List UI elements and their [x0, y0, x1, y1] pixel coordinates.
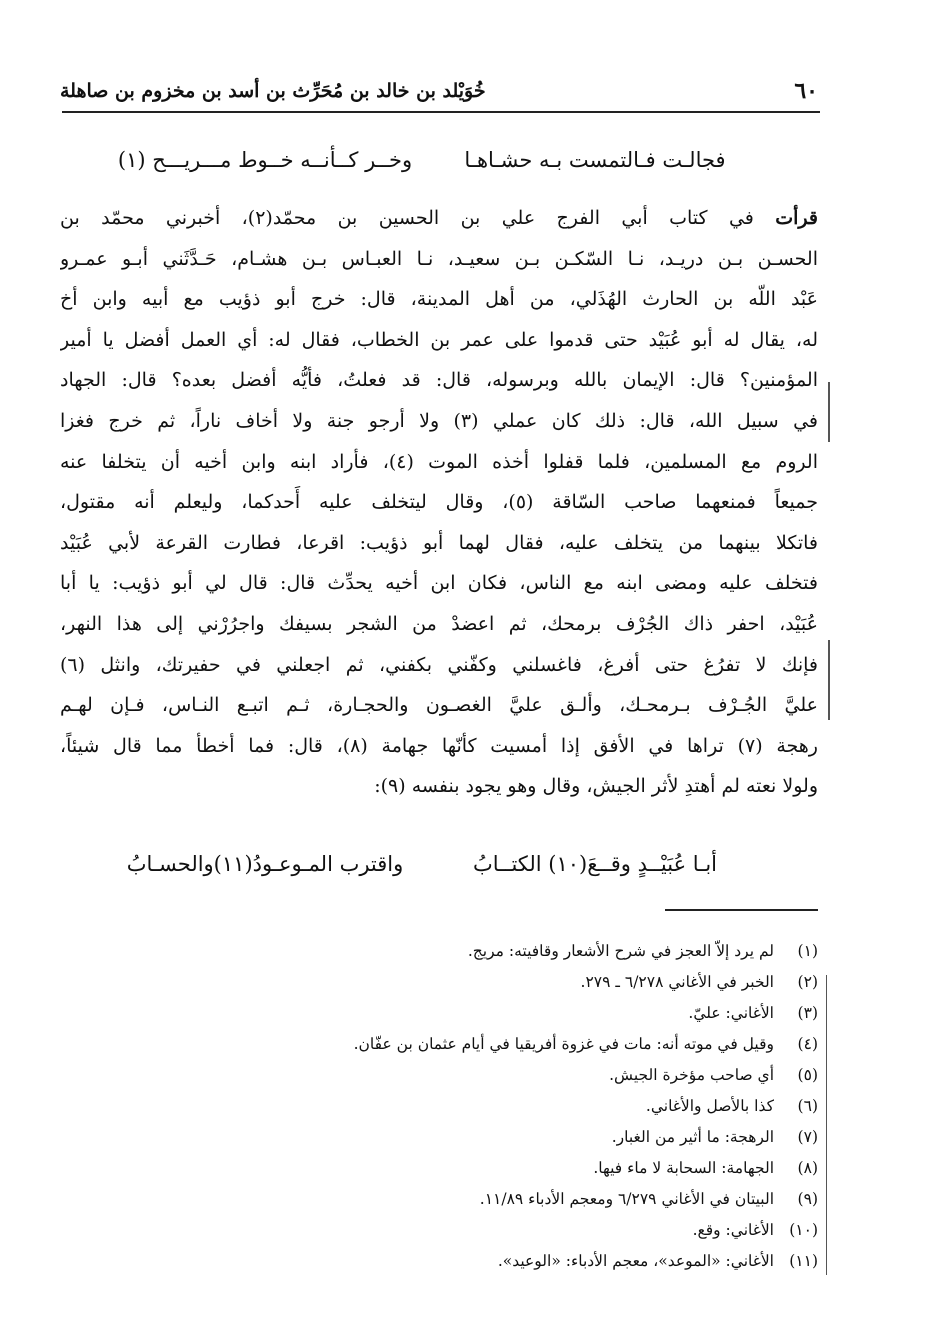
footnote [60, 1246, 818, 1277]
running-title: خُوَيْلد بن خالد بن مُحَرِّث بن أسد بن مخزوم بن صاهلة [60, 80, 486, 102]
text-line: فاتكلا بينهما من يتخلف عليه، فقال لهما أبو ذؤيب: اقرعا، فطارت القرعة لأبي عُبَيْد [60, 531, 818, 554]
footnote-text: الجهامة: السحابة لا ماء فيها. [593, 1159, 774, 1177]
footnote-number: (٩) [797, 1190, 818, 1208]
text-line: عليَّ الجُـرْف بـرمحـك، وألـق عليَّ الغصـون والحجـارة، ثـم اتبـع النـاس، فـإن لهـم [60, 694, 818, 717]
footnote-number: (٥) [797, 1066, 818, 1084]
footnote [60, 1091, 818, 1122]
footnote-text: الخبر في الأغاني ٦/٢٧٨ ـ ٢٧٩. [580, 973, 774, 991]
footnote-number: (١٠) [789, 1221, 818, 1239]
text-line: فإنك لا تفرُغ حتى أفرغ، فاغسلني وكفّني بكفني، ثم اجعلني في حفيرتك، وانثل (٦) [60, 653, 818, 676]
text-line: عُبَيْد، احفر ذاك الجُرْف برمحك، ثم اعضدْ من الشجر بسيفك واجرُرْني إلى هذا النهر، [60, 612, 818, 635]
header-rule [62, 111, 820, 113]
footnote-number: (٦) [797, 1097, 818, 1115]
footnote-text: الأغاني: عليّ. [688, 1004, 774, 1022]
footnote-number: (٨) [797, 1159, 818, 1177]
page-header [60, 74, 818, 108]
footnote-number: (٢) [797, 973, 818, 991]
footnote-number: (٧) [797, 1128, 818, 1146]
footnote [60, 998, 818, 1029]
footnote-text: الرهجة: ما أثير من الغبار. [611, 1128, 774, 1146]
verse-second-hemistich: وخــر كــأنــه خــوط مـــريـــح (١) [117, 148, 413, 172]
footnote-text: الأغاني: وقع. [692, 1221, 774, 1239]
footnote [60, 1060, 818, 1091]
footnote [60, 1184, 818, 1215]
scan-margin-mark [826, 975, 827, 1275]
text-line: جميعاً فمنعهما صاحب السّاقة (٥)، وقال ليتخلف عليه أَحدكما، وليعلم أنه مقتول، [60, 491, 818, 514]
closing-verse [100, 842, 760, 886]
text-line [60, 198, 818, 239]
footnote [60, 967, 818, 998]
footnote-text: وقيل في موته أنه: مات في غزوة أفريقيا في أيام عثمان بن عفّان. [353, 1035, 774, 1053]
footnote [60, 936, 818, 967]
text-line: له، يقال له أبو عُبَيْد حتى قدموا على عمر بن الخطاب، فقال له: أي العمل أفضل يا أمير [60, 328, 818, 351]
footnote-number: (١١) [789, 1252, 818, 1270]
text-line: الحسـن بـن دريـد، نـا السّكـن بـن سعيـد، نـا العبـاس بـن هشـام، حَـدَّثَني أبـو عمـرو [60, 247, 818, 270]
footnote-text: لم يرد إلاّ العجز في شرح الأشعار وقافيته: مريج. [467, 942, 774, 960]
verse-second-hemistich: واقترب المـوعـودُ(١١)والحسـابُ [126, 852, 404, 876]
footnote-number: (٣) [797, 1004, 818, 1022]
scan-margin-mark [828, 382, 830, 442]
opening-verse [100, 140, 760, 180]
text-line-content: في كتاب أبي الفرج علي بن الحسين بن محمّد(٢)، أخبرني محمّد بن [60, 207, 776, 229]
text-line: ولولا نعته لم أهتدِ لأثر الجيش، وقال وهو يجود بنفسه (٩): [374, 775, 818, 798]
footnote [60, 1029, 818, 1060]
body-paragraph [60, 198, 818, 807]
footnote-number: (١) [797, 942, 818, 960]
footnote [60, 1153, 818, 1184]
text-line: عَبْد اللّه بن الحارث الهُذَلي، من أهل المدينة، قال: خرج أبو ذؤيب مع أبيه وابن أخ [60, 288, 818, 311]
verse-first-hemistich: فجالـت فـالتمست بـه حشـاهـا [464, 148, 726, 172]
footnote [60, 1122, 818, 1153]
footnote-text: البيتان في الأغاني ٦/٢٧٩ ومعجم الأدباء ١١/٨٩. [479, 1190, 774, 1208]
footnotes [60, 936, 818, 1277]
verse-first-hemistich: أبـا عُبَيْــدٍ وقــعَ(١٠) الكتــابُ [472, 852, 718, 876]
footnote-number: (٤) [797, 1035, 818, 1053]
scan-margin-mark [828, 640, 830, 720]
footnote-text: أي صاحب مؤخرة الجيش. [609, 1066, 774, 1084]
text-line: الروم مع المسلمين، فلما قفلوا أخذه الموت (٤)، فأراد ابنه وابن أخيه أن يتخلفا عنه [60, 450, 818, 473]
text-line: رهجة (٧) تراها في الأفق إذا أمسيت كأنّها جهامة (٨)، قال: فما أخطأ مما قال شيئاً، [60, 734, 818, 757]
text-line: المؤمنين؟ قال: الإيمان بالله وبرسوله، قال: قد فعلتُ، فأيُّه أفضل بعده؟ قال: الجهاد [60, 369, 818, 392]
text-line: في سبيل الله، قال: ذلك كان عملي (٣) ولا أرجو جنة ولا أخاف ناراً، ثم خرج فغزا [60, 409, 818, 432]
text-line: فتخلف عليه ومضى ابنه مع الناس، فكان ابن أخيه يحدِّث قال: قال لي أبو ذؤيب: يا أبا [60, 572, 818, 595]
lead-word: قرأت [775, 207, 818, 229]
footnote-separator [665, 909, 818, 911]
footnote-text: الأغاني: «الموعد»، معجم الأدباء: «الوعيد». [497, 1252, 774, 1270]
footnote-text: كذا بالأصل والأغاني. [645, 1097, 774, 1115]
page-number: ٦٠ [794, 78, 818, 104]
footnote [60, 1215, 818, 1246]
